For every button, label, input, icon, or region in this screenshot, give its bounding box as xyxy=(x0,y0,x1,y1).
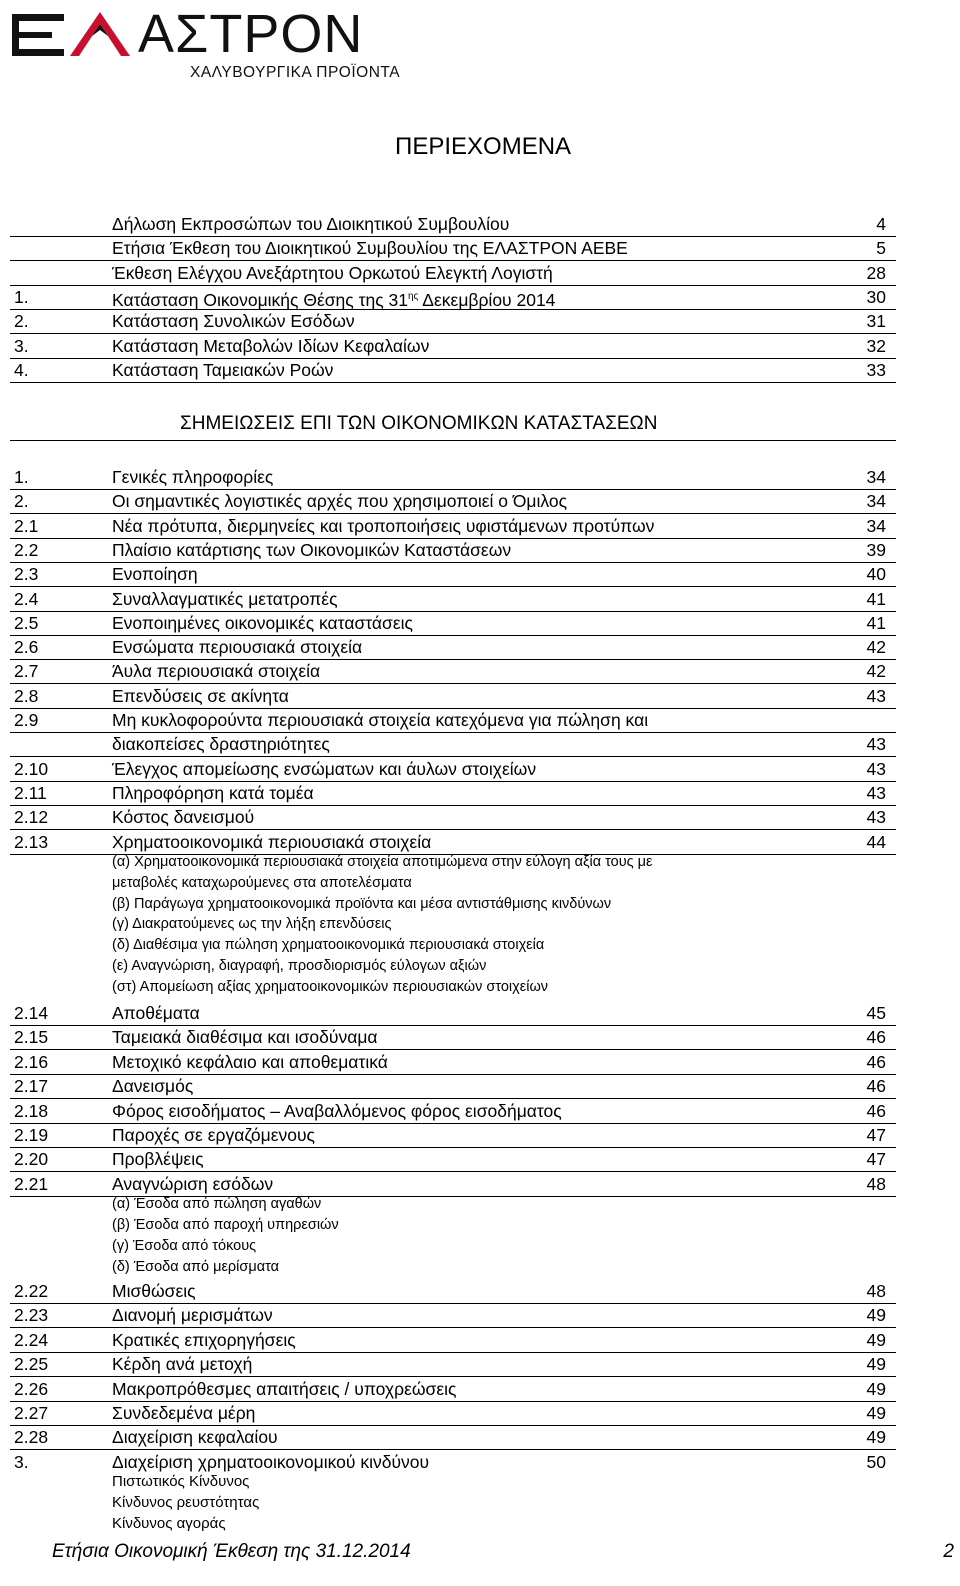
toc-entry-text: Μισθώσεις xyxy=(112,1281,196,1301)
toc-entry-text: Γενικές πληροφορίες xyxy=(112,467,274,487)
toc-entry-text: Αναγνώριση εσόδων xyxy=(112,1173,274,1194)
toc-subentry xyxy=(0,894,960,914)
toc-entry-text: Μετοχικό κεφάλαιο και αποθεματικά xyxy=(112,1051,388,1072)
toc-entry xyxy=(10,587,896,612)
toc-entry-text: Κόστος δανεισμού xyxy=(112,807,255,828)
toc-entry-text: Οι σημαντικές λογιστικές αρχές που χρησιμοποιεί ο Όμιλος xyxy=(112,491,568,512)
toc-entry-page: 46 xyxy=(866,1076,886,1097)
toc-entry-number: 2.24 xyxy=(14,1329,49,1350)
toc-entry-number: 2.15 xyxy=(14,1027,49,1048)
toc-entry-number: 2.13 xyxy=(14,831,49,852)
toc-entry-number: 2.6 xyxy=(14,637,39,658)
toc-entry-page: 33 xyxy=(866,359,886,380)
toc-entry-page: 45 xyxy=(866,1003,886,1023)
toc-entry-number: 2.25 xyxy=(14,1354,49,1375)
toc-entry-text: Συναλλαγματικές μετατροπές xyxy=(112,588,338,609)
toc-entry-page: 49 xyxy=(866,1378,886,1399)
toc-entry xyxy=(10,1303,896,1328)
toc-entry-text: (β) Παράγωγα χρηματοοικονομικά προϊόντα και μέσα αντιστάθμισης κινδύνων xyxy=(112,895,612,912)
toc-entry-text: Μακροπρόθεσμες απαιτήσεις / υποχρεώσεις xyxy=(112,1378,457,1399)
toc-entry xyxy=(10,285,896,310)
toc-entry-number: 2.4 xyxy=(14,588,39,609)
toc-entry xyxy=(10,562,896,587)
toc-entry-page: 49 xyxy=(866,1354,886,1375)
toc-entry-number: 2.12 xyxy=(14,807,49,828)
toc-entry xyxy=(10,514,896,539)
toc-entry-number: 2.2 xyxy=(14,539,39,560)
toc-entry-text: Κατάσταση Συνολικών Εσόδων xyxy=(112,311,355,332)
toc-entry-page: 50 xyxy=(866,1451,886,1472)
notes-heading-row xyxy=(10,410,896,441)
toc-subentry xyxy=(0,1236,960,1256)
toc-entry-text: Ταμειακά διαθέσιμα και ισοδύναμα xyxy=(112,1027,378,1048)
footer-text: Ετήσια Οικονομική Έκθεση της 31.12.2014 xyxy=(52,1541,411,1562)
toc-entry-number: 2.14 xyxy=(14,1003,49,1023)
toc-entry-number: 4. xyxy=(14,359,29,380)
toc-entry-page: 42 xyxy=(866,661,886,682)
toc-entry-text: (ε) Αναγνώριση, διαγραφή, προσδιορισμός εύλογων αξιών xyxy=(112,958,487,974)
toc-entry-number: 2.20 xyxy=(14,1149,49,1170)
toc-entry xyxy=(10,1401,896,1426)
toc-entry-page: 43 xyxy=(866,782,886,803)
notes-heading: ΣΗΜΕΙΩΣΕΙΣ ΕΠΙ ΤΩΝ ΟΙΚΟΝΟΜΙΚΩΝ ΚΑΤΑΣΤΑΣΕΩΝ xyxy=(180,413,658,434)
toc-entry-text: Κατάσταση Ταμειακών Ροών xyxy=(112,359,334,380)
toc-entry-number: 2.21 xyxy=(14,1173,49,1194)
toc-subentry xyxy=(0,1257,960,1277)
logo-text: ΑΣΤΡΟΝ xyxy=(138,4,364,64)
toc-entry-text: Πλαίσιο κατάρτισης των Οικονομικών Καταστάσεων xyxy=(112,539,512,560)
toc-subentry xyxy=(0,977,960,997)
page-title: ΠΕΡΙΕΧΟΜΕΝΑ xyxy=(395,133,572,160)
toc-subentry xyxy=(0,1472,960,1492)
toc-entry-text: (γ) Έσοδα από τόκους xyxy=(112,1237,257,1254)
toc-entry-number: 2.1 xyxy=(14,515,39,536)
toc-entry-number: 1. xyxy=(14,286,29,307)
toc-entry-text: (στ) Απομείωση αξίας χρηματοοικονομικών περιουσιακών στοιχείων xyxy=(112,978,549,995)
toc-entry-number: 2. xyxy=(14,491,29,512)
toc-entry-text: Παροχές σε εργαζόμενους xyxy=(112,1125,315,1145)
toc-entry-number: 2.9 xyxy=(14,710,39,730)
toc-entry-number: 2. xyxy=(14,311,29,332)
toc-entry-number: 2.10 xyxy=(14,758,49,779)
toc-subentry xyxy=(0,1493,960,1513)
toc-entry-page: 39 xyxy=(866,539,886,560)
toc-entry-text: Κίνδυνος αγοράς xyxy=(112,1515,226,1532)
toc-entry-number: 2.3 xyxy=(14,564,39,585)
toc-subentry xyxy=(0,956,960,976)
toc-entry-page: 44 xyxy=(866,831,886,852)
toc-entry xyxy=(10,684,896,709)
toc-entry-text: Πιστωτικός Κίνδυνος xyxy=(112,1473,250,1490)
toc-entry-number: 2.5 xyxy=(14,612,39,633)
toc-entry xyxy=(10,1377,896,1402)
page-number: 2 xyxy=(943,1541,954,1562)
toc-entry-text: Έκθεση Ελέγχου Ανεξάρτητου Ορκωτού Ελεγκτή Λογιστή xyxy=(112,262,553,283)
toc-entry xyxy=(10,830,896,855)
toc-entry xyxy=(10,611,896,636)
toc-entry-page: 32 xyxy=(866,335,886,356)
toc-entry xyxy=(10,309,896,334)
toc-entry-text: Διανομή μερισμάτων xyxy=(112,1305,273,1326)
toc-entry-text: Συνδεδεμένα μέρη xyxy=(112,1403,256,1423)
logo-subtitle: ΧΑΛΥΒΟΥΡΓΙΚΑ ΠΡΟΪΟΝΤΑ xyxy=(190,64,401,81)
toc-entry-text: Αποθέματα xyxy=(112,1003,200,1023)
toc-entry xyxy=(10,489,896,514)
toc-entry-number: 2.8 xyxy=(14,685,39,706)
toc-entry-text: Ενσώματα περιουσιακά στοιχεία xyxy=(112,637,363,658)
toc-entry-text: Έλεγχος απομείωσης ενσώματων και άυλων στοιχείων xyxy=(112,758,537,779)
toc-entry xyxy=(10,757,896,782)
toc-entry-page: 41 xyxy=(866,588,886,609)
toc-entry-text: Πληροφόρηση κατά τομέα xyxy=(112,782,314,803)
toc-entry-text: μεταβολές καταχωρούμενες στα αποτελέσματα xyxy=(112,874,412,891)
toc-entry-number: 2.19 xyxy=(14,1125,49,1145)
toc-entry-page: 28 xyxy=(866,262,886,283)
toc-subentry xyxy=(0,1194,960,1214)
toc-entry-text: διακοπείσες δραστηριότητες xyxy=(112,734,330,755)
toc-entry xyxy=(10,212,896,237)
toc-entry-number: 2.22 xyxy=(14,1281,49,1301)
toc-subentry xyxy=(0,914,960,934)
toc-entry-number: 2.7 xyxy=(14,661,39,682)
toc-entry-page: 31 xyxy=(866,311,886,332)
toc-entry xyxy=(10,1123,896,1148)
toc-entry-page: 43 xyxy=(866,734,886,755)
toc-entry xyxy=(10,708,896,733)
toc-entry-text: (δ) Έσοδα από μερίσματα xyxy=(112,1258,279,1275)
toc-entry-text: Μη κυκλοφορούντα περιουσιακά στοιχεία κατεχόμενα για πώληση και xyxy=(112,710,649,730)
toc-entry xyxy=(10,1050,896,1075)
toc-entry-text: Κίνδυνος ρευστότητας xyxy=(112,1494,260,1511)
toc-entry-page: 40 xyxy=(866,564,886,585)
toc-entry-text: Ετήσια Έκθεση του Διοικητικού Συμβουλίου της ΕΛΑΣΤΡΟΝ ΑΕΒΕ xyxy=(112,238,628,259)
toc-entry-number: 2.11 xyxy=(14,782,47,803)
toc-entry-page: 46 xyxy=(866,1027,886,1048)
toc-entry-page: 43 xyxy=(866,685,886,706)
toc-entry xyxy=(10,261,896,286)
toc-entry-page: 34 xyxy=(866,515,886,536)
toc-entry-text: (γ) Διακρατούμενες ως την λήξη επενδύσεις xyxy=(112,916,392,933)
toc-entry-text: Κέρδη ανά μετοχή xyxy=(112,1354,253,1375)
toc-entry xyxy=(10,1328,896,1353)
toc-entry xyxy=(10,538,896,563)
toc-entry-page: 49 xyxy=(866,1403,886,1423)
toc-entry-page: 49 xyxy=(866,1427,886,1448)
toc-entry-text: (α) Έσοδα από πώληση αγαθών xyxy=(112,1196,322,1212)
toc-entry xyxy=(10,781,896,806)
toc-entry-page: 41 xyxy=(866,612,886,633)
toc-entry-text: (δ) Διαθέσιμα για πώληση χρηματοοικονομικά περιουσιακά στοιχεία xyxy=(112,937,545,954)
toc-entry-page: 43 xyxy=(866,758,886,779)
toc-entry xyxy=(10,635,896,660)
toc-entry-text: Επενδύσεις σε ακίνητα xyxy=(112,685,289,706)
toc-entry-number: 2.28 xyxy=(14,1427,49,1448)
toc-entry xyxy=(10,1001,896,1026)
toc-entry-text: Δανεισμός xyxy=(112,1076,194,1097)
toc-entry-number: 2.18 xyxy=(14,1100,49,1121)
toc-subentry xyxy=(0,1514,960,1534)
toc-entry-page: 34 xyxy=(866,491,886,512)
toc-entry xyxy=(10,1099,896,1124)
toc-entry xyxy=(10,1352,896,1377)
toc-entry xyxy=(10,1025,896,1050)
toc-entry-page: 46 xyxy=(866,1100,886,1121)
toc-entry-text: Χρηματοοικονομικά περιουσιακά στοιχεία xyxy=(112,831,432,852)
toc-entry-text: Κατάσταση Οικονομικής Θέσης της $31^{\eta\varsigma}$ Δεκεμβρίου 2014 xyxy=(112,289,556,310)
toc-entry xyxy=(10,1074,896,1099)
toc-entry-number: 2.23 xyxy=(14,1305,49,1326)
toc-subentry xyxy=(0,1215,960,1235)
toc-entry-page: 47 xyxy=(866,1149,886,1170)
toc-subentry xyxy=(0,873,960,893)
toc-entry-page: 4 xyxy=(876,214,886,234)
toc-entry-number: 2.26 xyxy=(14,1378,49,1399)
toc-entry-text: (α) Χρηματοοικονομικά περιουσιακά στοιχεία αποτιμώμενα στην εύλογη αξία τους με xyxy=(112,854,653,870)
toc-entry-number: 2.17 xyxy=(14,1076,49,1097)
superscript: ης xyxy=(408,290,419,302)
toc-entry-text: Άυλα περιουσιακά στοιχεία xyxy=(112,661,321,682)
toc-entry-text: Διαχείριση χρηματοοικονομικού κινδύνου xyxy=(112,1451,430,1472)
toc-entry-number: 3. xyxy=(14,1451,29,1472)
toc-entry-page: 48 xyxy=(866,1281,886,1301)
toc-entry-text: Ενοποιημένες οικονομικές καταστάσεις xyxy=(112,612,413,633)
toc-entry-text: Διαχείριση κεφαλαίου xyxy=(112,1427,278,1448)
toc-entry-text: Κατάσταση Μεταβολών Ιδίων Κεφαλαίων xyxy=(112,335,430,356)
toc-entry-text: Δήλωση Εκπροσώπων του Διοικητικού Συμβουλίου xyxy=(112,214,510,234)
toc-entry-page: 49 xyxy=(866,1329,886,1350)
toc-entry-text: Προβλέψεις xyxy=(112,1149,204,1170)
toc-entry-page: 46 xyxy=(866,1051,886,1072)
toc-entry-number: 3. xyxy=(14,335,29,356)
toc-entry xyxy=(10,358,896,383)
toc-entry-page: 34 xyxy=(866,467,886,487)
toc-entry-number: 2.16 xyxy=(14,1051,49,1072)
toc-entry-page: 47 xyxy=(866,1125,886,1145)
toc-entry xyxy=(10,1147,896,1172)
toc-entry-number: 1. xyxy=(14,467,29,487)
toc-entry-text: (β) Έσοδα από παροχή υπηρεσιών xyxy=(112,1216,339,1233)
toc-entry-page: 42 xyxy=(866,637,886,658)
toc-entry xyxy=(10,659,896,684)
toc-entry-text: Νέα πρότυπα, διερμηνείες και τροποποιήσεις υφιστάμενων προτύπων xyxy=(112,515,655,536)
toc-entry-text: Ενοποίηση xyxy=(112,564,198,585)
toc-entry-page: 48 xyxy=(866,1173,886,1194)
toc-entry-page: 43 xyxy=(866,807,886,828)
toc-entry xyxy=(10,465,896,490)
toc-subentry xyxy=(0,852,960,872)
toc-entry-page: 30 xyxy=(866,286,886,307)
toc-entry xyxy=(10,805,896,830)
toc-entry-text: Κρατικές επιχορηγήσεις xyxy=(112,1329,296,1350)
toc-entry xyxy=(10,1279,896,1304)
toc-entry-page: 5 xyxy=(876,238,886,259)
toc-subentry xyxy=(0,935,960,955)
toc-entry-number: 2.27 xyxy=(14,1403,49,1423)
toc-entry xyxy=(10,334,896,359)
toc-entry xyxy=(10,236,896,261)
toc-entry-page: 49 xyxy=(866,1305,886,1326)
toc-entry-text: Φόρος εισοδήματος – Αναβαλλόμενος φόρος εισοδήματος xyxy=(112,1100,562,1121)
toc-entry xyxy=(10,732,896,757)
toc-entry xyxy=(0,1450,960,1474)
toc-entry xyxy=(10,1425,896,1450)
